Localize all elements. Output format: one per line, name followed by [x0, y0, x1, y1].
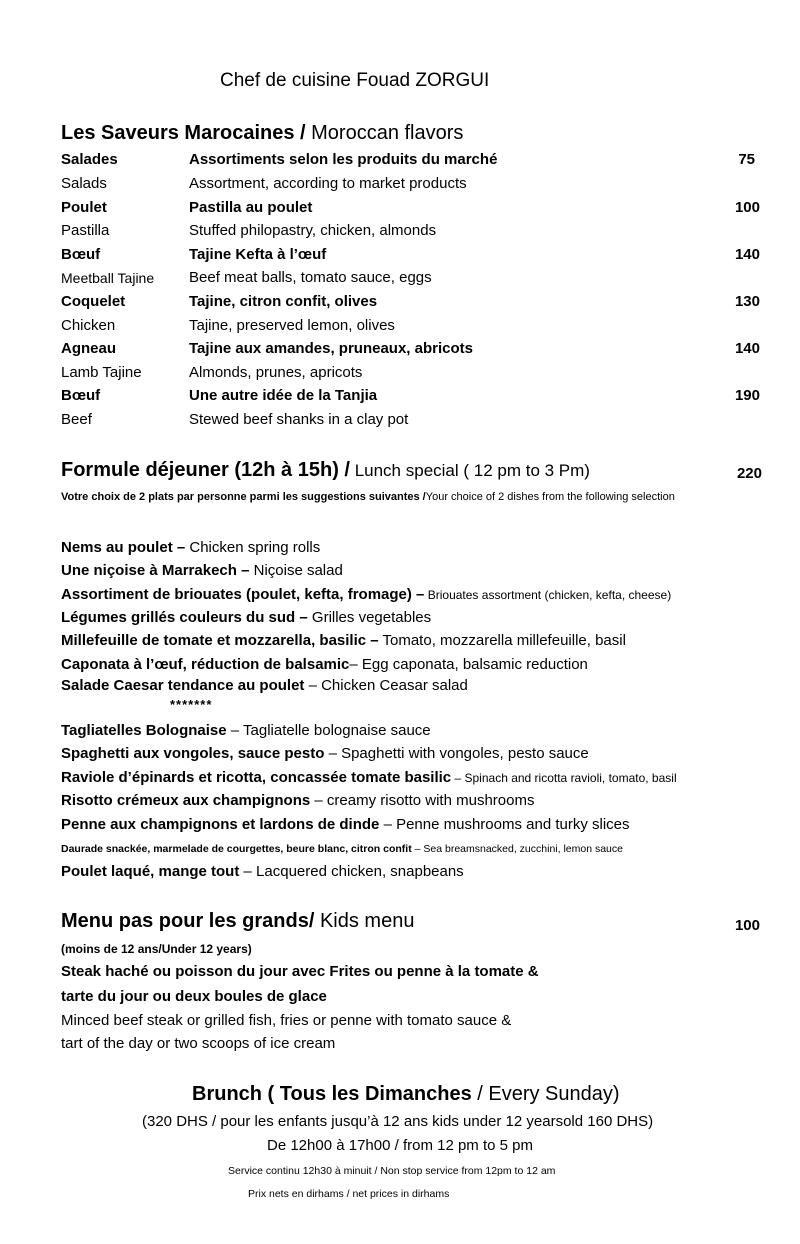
menu-item-category-en: Lamb Tajine — [61, 364, 142, 381]
menu-item-category-fr: Bœuf — [61, 246, 101, 263]
menu-item-category-fr: Coquelet — [61, 293, 126, 310]
menu-item-category-en: Chicken — [61, 317, 116, 334]
lunch-subtitle-fr: Votre choix de 2 plats par personne parmi les suggestions suivantes / — [61, 491, 426, 503]
menu-item-price: 190 — [734, 387, 760, 404]
menu-item-price: 100 — [734, 199, 760, 216]
section-title-en: Lunch special ( 12 pm to 3 Pm) — [349, 461, 590, 480]
section-title-brunch — [192, 1083, 620, 1106]
menu-item-category-fr: Salades — [61, 151, 118, 168]
menu-item-name-fr: Tajine aux amandes, pruneaux, abricots — [189, 340, 473, 357]
section-title-moroccan — [61, 122, 463, 145]
menu-item-desc-en: Stuffed philopastry, chicken, almonds — [189, 222, 437, 239]
section-title-fr: Formule déjeuner (12h à 15h) / — [61, 459, 350, 481]
separator: ******* — [170, 697, 213, 712]
menu-item-price: 140 — [734, 340, 760, 357]
list-item: Millefeuille de tomate et mozzarella, basilic – Tomato, mozzarella millefeuille, basil — [61, 632, 626, 649]
list-item: Poulet laqué, mange tout – Lacquered chicken, snapbeans — [61, 863, 464, 880]
list-item: Une niçoise à Marrakech – Niçoise salad — [61, 562, 343, 579]
price-note: Prix nets en dirhams / net prices in dirhams — [248, 1188, 450, 1200]
menu-item-desc-en: Beef meat balls, tomato sauce, eggs — [189, 269, 432, 286]
menu-item-price: 130 — [734, 293, 760, 310]
section-title-fr: Menu pas pour les grands/ — [61, 910, 315, 932]
list-item: Spaghetti aux vongoles, sauce pesto – Spaghetti with vongoles, pesto sauce — [61, 745, 589, 762]
menu-item-category-en: Pastilla — [61, 222, 110, 239]
section-title-en: Moroccan flavors — [305, 122, 464, 144]
kids-fr-line1: Steak haché ou poisson du jour avec Frites ou penne à la tomate & — [61, 963, 539, 980]
menu-item-name-fr: Tajine Kefta à l’œuf — [189, 246, 327, 263]
menu-item-desc-en: Assortment, according to market products — [189, 175, 467, 192]
list-item: Salade Caesar tendance au poulet – Chicken Ceasar salad — [61, 677, 468, 694]
list-item: Tagliatelles Bolognaise – Tagliatelle bolognaise sauce — [61, 722, 431, 739]
menu-item-name-fr: Assortiments selon les produits du marché — [189, 151, 498, 168]
menu-item-name-fr: Une autre idée de la Tanjia — [189, 387, 378, 404]
lunch-subtitle-en: Your choice of 2 dishes from the following selection — [425, 491, 675, 503]
menu-item-name-fr: Tajine, citron confit, olives — [189, 293, 378, 310]
lunch-price: 220 — [736, 465, 762, 482]
section-title-fr: Les Saveurs Marocaines / — [61, 122, 306, 144]
list-item: Assortiment de briouates (poulet, kefta, fromage) – Briouates assortment (chicken, kefta, cheese) — [61, 586, 672, 603]
section-title-lunch — [61, 459, 590, 482]
list-item: Raviole d’épinards et ricotta, concassée tomate basilic – Spinach and ricotta ravioli, tomato, basil — [61, 769, 677, 786]
lunch-subtitle — [61, 491, 675, 503]
kids-price: 100 — [734, 917, 760, 934]
menu-item-category-en: Salads — [61, 175, 107, 192]
service-hours: Service continu 12h30 à minuit / Non stop service from 12pm to 12 am — [228, 1165, 556, 1177]
list-item: Daurade snackée, marmelade de courgettes, beure blanc, citron confit – Sea breamsnacked, zucchini, lemon sauce — [61, 843, 623, 855]
section-title-kids — [61, 910, 414, 933]
list-item: Risotto crémeux aux champignons – creamy risotto with mushrooms — [61, 792, 535, 809]
kids-en-line2: tart of the day or two scoops of ice cream — [61, 1035, 336, 1052]
section-title-fr: Brunch ( Tous les Dimanches — [192, 1083, 472, 1105]
menu-item-desc-en: Tajine, preserved lemon, olives — [189, 317, 395, 334]
menu-item-name-fr: Pastilla au poulet — [189, 199, 313, 216]
menu-item-category-fr: Bœuf — [61, 387, 101, 404]
menu-item-category-en: Beef — [61, 411, 92, 428]
chef-name: Chef de cuisine Fouad ZORGUI — [220, 70, 490, 91]
list-item: Nems au poulet – Chicken spring rolls — [61, 539, 321, 556]
menu-item-category-fr: Agneau — [61, 340, 117, 357]
list-item: Penne aux champignons et lardons de dinde – Penne mushrooms and turky slices — [61, 816, 630, 833]
section-title-en: Kids menu — [314, 910, 415, 932]
menu-item-category-fr: Poulet — [61, 199, 107, 216]
menu-item-desc-en: Stewed beef shanks in a clay pot — [189, 411, 409, 428]
kids-fr-line2: tarte du jour ou deux boules de glace — [61, 988, 327, 1005]
brunch-hours: De 12h00 à 17h00 / from 12 pm to 5 pm — [267, 1137, 533, 1154]
menu-item-price: 75 — [738, 151, 755, 168]
list-item: Caponata à l’œuf, réduction de balsamic– Egg caponata, balsamic reduction — [61, 656, 588, 673]
kids-age: (moins de 12 ans/Under 12 years) — [61, 942, 252, 956]
section-title-en: / Every Sunday) — [471, 1083, 620, 1105]
kids-en-line1: Minced beef steak or grilled fish, fries or penne with tomato sauce & — [61, 1012, 512, 1029]
menu-item-price: 140 — [734, 246, 760, 263]
brunch-prices: (320 DHS / pour les enfants jusqu’à 12 ans kids under 12 yearsold 160 DHS) — [142, 1113, 654, 1130]
list-item: Légumes grillés couleurs du sud – Grilles vegetables — [61, 609, 432, 626]
menu-item-desc-en: Almonds, prunes, apricots — [189, 364, 363, 381]
menu-item-category-en: Meetball Tajine — [61, 270, 155, 286]
